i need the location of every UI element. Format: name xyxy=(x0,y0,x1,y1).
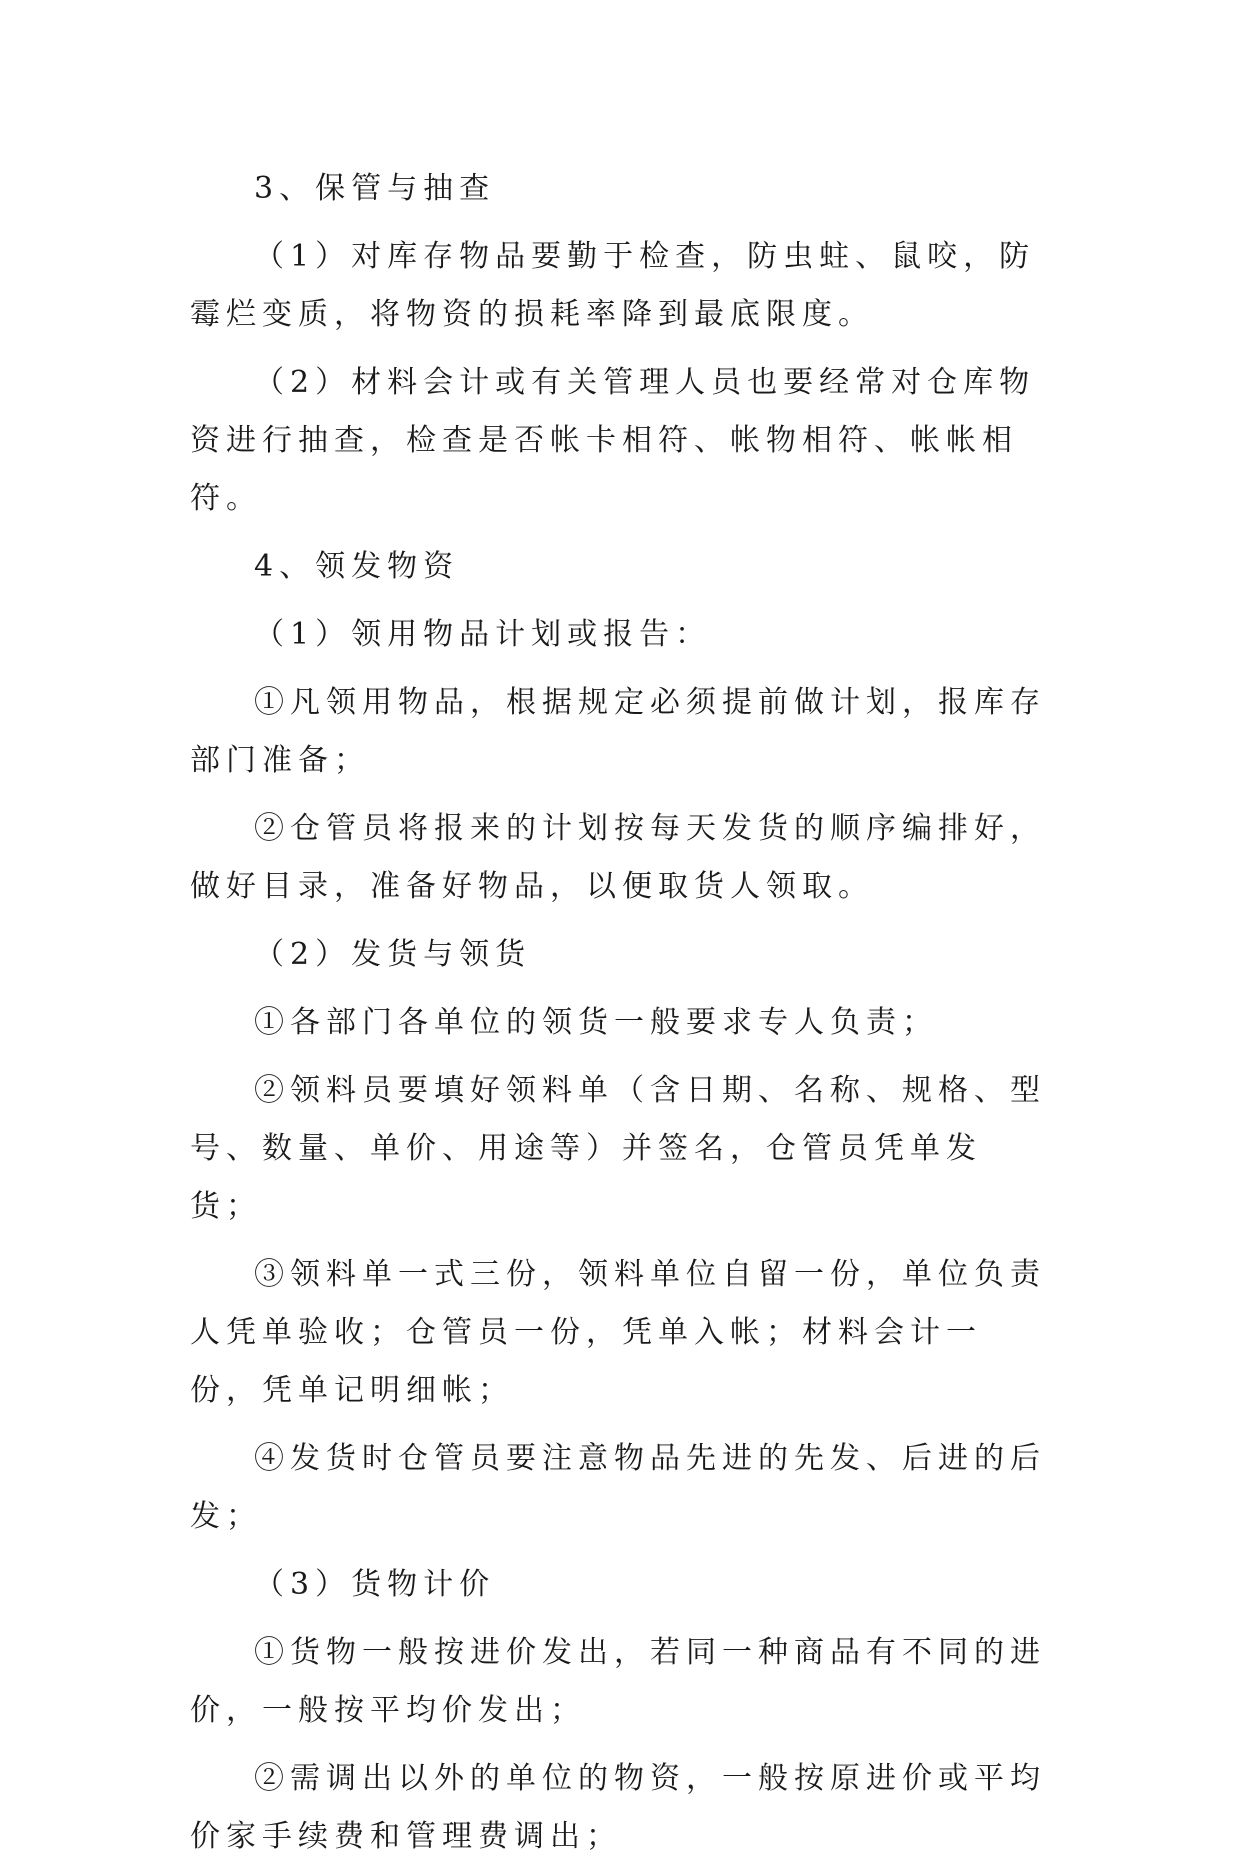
list-item: ②需调出以外的单位的物资，一般按原进价或平均价家手续费和管理费调出； xyxy=(190,1761,1046,1854)
subsection-title-delivery: （2）发货与领货 xyxy=(254,937,532,972)
paragraph-spot-check: （2）材料会计或有关管理人员也要经常对仓库物资进行抽查，检查是否帐卡相符、帐物相符、帐帐相符。 xyxy=(190,365,1036,516)
list-item: ①各部门各单位的领货一般要求专人负责； xyxy=(254,1005,938,1040)
list-item: ①货物一般按进价发出，若同一种商品有不同的进价，一般按平均价发出； xyxy=(190,1635,1046,1728)
list-item: ④发货时仓管员要注意物品先进的先发、后进的后发； xyxy=(190,1441,1046,1534)
list-item: ①凡领用物品，根据规定必须提前做计划，报库存部门准备； xyxy=(190,685,1046,778)
subsection-title-pricing: （3）货物计价 xyxy=(254,1567,496,1602)
paragraph-inspection: （1）对库存物品要勤于检查，防虫蛀、鼠咬，防霉烂变质，将物资的损耗率降到最底限度。 xyxy=(190,239,1036,332)
section-heading-storage: 3、保管与抽查 xyxy=(254,171,496,206)
list-item: ②领料员要填好领料单（含日期、名称、规格、型号、数量、单价、用途等）并签名，仓管员凭单发货； xyxy=(190,1073,1046,1224)
list-item: ②仓管员将报来的计划按每天发货的顺序编排好，做好目录，准备好物品，以便取货人领取。 xyxy=(190,811,1046,904)
subsection-title-plan: （1）领用物品计划或报告： xyxy=(254,617,712,652)
list-item: ③领料单一式三份，领料单位自留一份，单位负责人凭单验收；仓管员一份，凭单入帐；材料会计一份，凭单记明细帐； xyxy=(190,1257,1046,1408)
document-body xyxy=(190,160,1050,1876)
section-heading-issue-materials: 4、领发物资 xyxy=(254,549,460,584)
